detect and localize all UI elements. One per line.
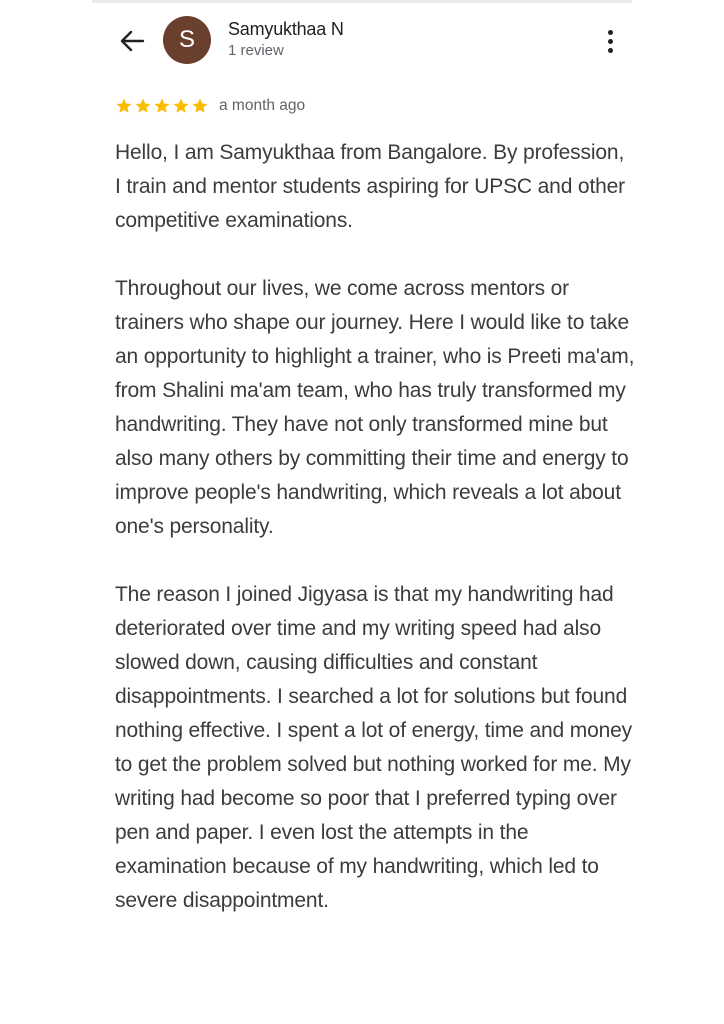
more-vert-icon (608, 30, 613, 35)
star-icon (172, 97, 190, 115)
review-count: 1 review (228, 42, 284, 59)
review-header (0, 10, 724, 74)
star-icon (134, 97, 152, 115)
review-date: a month ago (219, 97, 306, 114)
reviewer-name[interactable]: Samyukthaa N (228, 19, 344, 39)
rating-row (115, 94, 305, 118)
star-rating (115, 97, 209, 115)
avatar[interactable] (163, 16, 211, 64)
more-options-button[interactable] (596, 24, 624, 58)
back-button[interactable] (114, 26, 150, 56)
star-icon (153, 97, 171, 115)
review-paragraph: Throughout our lives, we come across mentors or trainers who shape our journey. Here I would like to take an opportunity to highlight a trainer, who is Preeti ma'am, from Shalini ma'am team, who has truly transformed my handwriting. They have not only transformed mine but also many others by committing their time and energy to improve people's handwriting, which reveals a lot about one's personality. (115, 277, 635, 538)
review-paragraph: The reason I joined Jigyasa is that my handwriting had deteriorated over time and my writing speed had also slowed down, causing difficulties and constant disappointments. I searched a lot for solutions but found nothing effective. I spent a lot of energy, time and money to get the problem solved but nothing worked for me. My writing had become so poor that I preferred typing over pen and paper. I even lost the attempts in the examination because of my handwriting, which led to severe disappointment. (115, 583, 633, 912)
review-text (115, 136, 635, 952)
review-paragraph: Hello, I am Samyukthaa from Bangalore. By profession, I train and mentor students aspiring for UPSC and other competitive examinations. (115, 141, 626, 232)
avatar-initial: S (178, 26, 195, 53)
star-icon (191, 97, 209, 115)
arrow-left-icon (119, 29, 145, 53)
star-icon (115, 97, 133, 115)
top-divider (92, 0, 632, 3)
